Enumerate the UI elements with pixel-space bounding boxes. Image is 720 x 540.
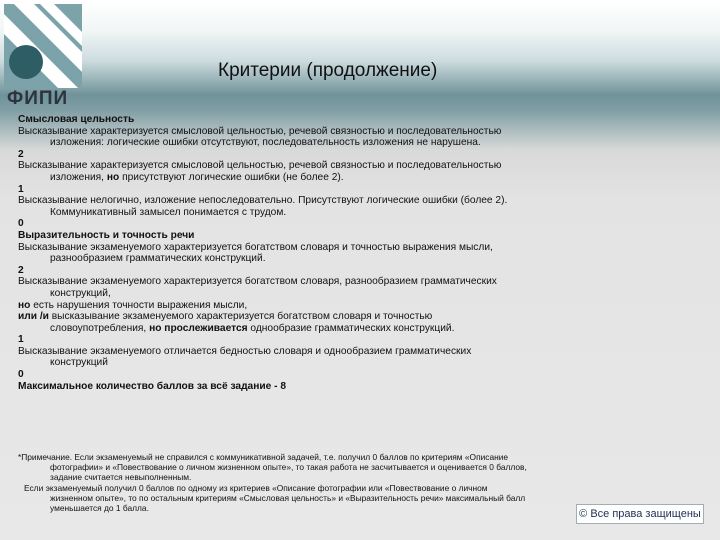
criteria-content [18,114,618,392]
copyright-badge: © Все права защищены [576,504,704,524]
criterion-text: Коммуникативный замысел понимается с трудом. [50,206,287,218]
page-title: Критерии (продолжение) [218,60,438,81]
emphasis-text: но прослеживается [149,322,248,334]
footnote-text: задание считается невыполненным. [50,472,192,483]
footnote-text: уменьшается до 1 балла. [50,503,149,514]
criterion-text: изложения: логические ошибки отсутствуют, последовательность изложения не нарушена. [50,137,481,149]
footnote [18,452,633,513]
criterion-text: конструкций [50,357,108,369]
criterion-text [18,300,618,312]
emphasis-text: или /и [18,311,49,323]
score-value: 2 [18,264,24,276]
text-fragment: высказывание экзаменуемого характеризуется богатством словаря и точностью [48,311,433,323]
score-value: 0 [18,218,24,230]
footnote-text: *Примечание. Если экзаменуемый не справился с коммуникативной задачей, т.е. получил 0 баллов по критериям «Описание [18,452,509,462]
emphasis-text: но [18,299,31,311]
text-fragment: однообразие грамматических конструкций. [247,322,455,334]
score-value: 1 [18,183,24,195]
criterion-text: Высказывание характеризуется смысловой цельностью, речевой связностью и последовательностью [18,160,502,172]
text-fragment: есть нарушения точности выражения мысли, [30,299,248,311]
footnote-text: жизненном опыте», то по остальным критериям «Смысловая цельность» и «Выразительность речи» максимальный балл [50,492,526,503]
score-value: 1 [18,334,24,346]
text-fragment: изложения, [50,171,107,183]
max-score-text: Максимальное количество баллов за всё задание - 8 [18,380,287,392]
criterion-text: Высказывание характеризуется смысловой цельностью, речевой связностью и последовательностью [18,125,502,137]
criterion-text: Высказывание экзаменуемого характеризуется богатством словаря, разнообразием грамматических [18,276,497,288]
criterion-heading-expressiveness: Выразительность и точность речи [18,229,195,241]
logo-emblem-icon [4,4,82,88]
score-value: 2 [18,148,24,160]
footnote-text: Если экзаменуемый получил 0 баллов по одному из критериев «Описание фотографии или «Повествование о личном [24,482,488,493]
criterion-text [18,172,618,184]
text-fragment: присутствуют логические ошибки (не более 2). [119,171,344,183]
text-fragment: словоупотребления, [50,322,150,334]
criterion-text [18,323,618,335]
criterion-heading-coherence: Смысловая цельность [18,114,135,125]
criterion-text: разнообразием грамматических конструкций. [50,253,266,265]
criterion-text: конструкций, [50,287,111,299]
criterion-text [18,311,618,323]
criterion-text: Высказывание экзаменуемого характеризуется богатством словаря и точностью выражения мысли, [18,241,493,253]
footnote-text: фотографии» и «Повествование о личном жизненном опыте», то такая работа не засчитывается и оценивается 0 баллов, [50,462,527,473]
logo-text: ФИПИ [7,88,69,109]
score-value: 0 [18,369,24,381]
criterion-text: Высказывание экзаменуемого отличается бедностью словаря и однообразием грамматических [18,345,472,357]
emphasis-text: но [106,171,120,183]
criterion-text: Высказывание нелогично, изложение непоследовательно. Присутствуют логические ошибки (более 2). [18,195,508,207]
